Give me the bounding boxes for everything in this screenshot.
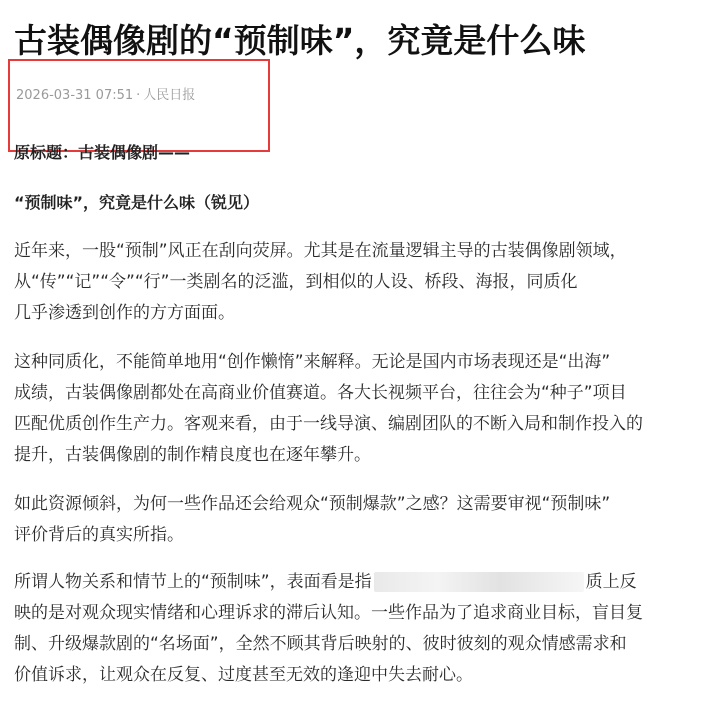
paragraph-line: 成绩，古装偶像剧都处在高商业价值赛道。各大长视频平台，往往会为“种子”项目 bbox=[14, 383, 627, 403]
paragraph-1 bbox=[14, 236, 698, 329]
article-title: 古装偶像剧的“预制味”，究竟是什么味 bbox=[14, 21, 586, 60]
paragraph-line: 映的是对观众现实情绪和心理诉求的滞后认知。一些作品为了追求商业目标，盲目复 bbox=[14, 603, 643, 623]
redacted-overlay bbox=[374, 572, 584, 592]
meta-separator: · bbox=[136, 88, 141, 103]
paragraph-text: 质上反 bbox=[585, 572, 637, 592]
paragraph-line: 提升，古装偶像剧的制作精良度也在逐年攀升。 bbox=[14, 445, 371, 465]
paragraph-text: 所谓人物关系和情节上的“预制味”，表面看是指 bbox=[14, 572, 372, 592]
paragraph-4 bbox=[14, 567, 698, 691]
original-title: 原标题：古装偶像剧—— bbox=[14, 143, 191, 162]
paragraph-line: 几乎渗透到创作的方方面面。 bbox=[14, 303, 235, 323]
paragraph-line: 匹配优质创作生产力。客观来看，由于一线导演、编剧团队的不断入局和制作投入的 bbox=[14, 414, 643, 434]
article-subtitle: “预制味”，究竟是什么味（锐见） bbox=[14, 193, 260, 212]
paragraph-3 bbox=[14, 489, 698, 551]
paragraph-line: 评价背后的真实所指。 bbox=[14, 525, 184, 545]
article-meta bbox=[16, 86, 195, 106]
paragraph-line: 如此资源倾斜，为何一些作品还会给观众“预制爆款”之感？这需要审视“预制味” bbox=[14, 494, 611, 514]
publish-datetime: 2026-03-31 07:51 bbox=[16, 88, 134, 103]
paragraph-line: 这种同质化，不能简单地用“创作懒惰”来解释。无论是国内市场表现还是“出海” bbox=[14, 352, 611, 372]
paragraph-line: 价值诉求，让观众在反复、过度甚至无效的逢迎中失去耐心。 bbox=[14, 665, 473, 685]
paragraph-line bbox=[14, 567, 698, 598]
paragraph-2 bbox=[14, 347, 698, 471]
paragraph-line: 近年来，一股“预制”风正在刮向荧屏。尤其是在流量逻辑主导的古装偶像剧领域， bbox=[14, 241, 627, 261]
source-link[interactable]: 人民日报 bbox=[143, 88, 196, 103]
paragraph-line: 制、升级爆款剧的“名场面”，全然不顾其背后映射的、彼时彼刻的观众情感需求和 bbox=[14, 634, 627, 654]
paragraph-line: 从“传”“记”“令”“行”一类剧名的泛滥，到相似的人设、桥段、海报，同质化 bbox=[14, 272, 578, 292]
